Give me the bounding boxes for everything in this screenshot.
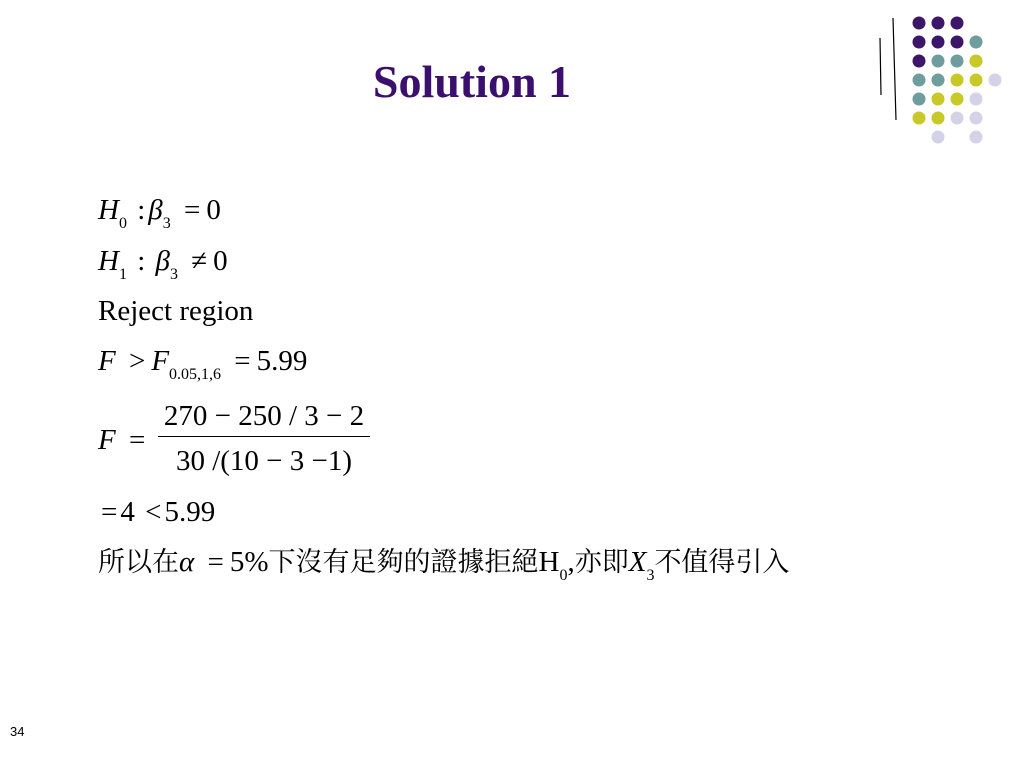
decor-dot xyxy=(951,36,964,49)
decor-dot xyxy=(970,36,983,49)
result-equals: = xyxy=(101,496,118,528)
conclusion-h-symbol: H xyxy=(538,546,560,578)
decor-dot xyxy=(932,17,945,30)
h1-beta: β xyxy=(155,245,170,277)
result-critical: 5.99 xyxy=(164,496,216,528)
critical-value-line xyxy=(98,343,307,393)
result-value: 4 xyxy=(120,496,135,528)
h1-not-equals: ≠ xyxy=(191,245,208,277)
x-symbol: X xyxy=(628,546,647,578)
critical-value: 5.99 xyxy=(256,345,308,377)
alpha-symbol: α xyxy=(179,546,195,578)
decor-dot xyxy=(913,17,926,30)
conclusion-text-3: 亦即 xyxy=(574,547,629,578)
page-number: 34 xyxy=(10,724,25,739)
h0-beta: β xyxy=(148,194,163,226)
f-statistic-lhs xyxy=(98,422,151,458)
conclusion-text-1: 所以在 xyxy=(98,547,179,578)
conclusion-h-subscript: 0 xyxy=(559,567,568,584)
less-than: < xyxy=(145,496,162,528)
h1-value: 0 xyxy=(213,245,228,277)
decor-dot xyxy=(932,112,945,125)
h0-symbol: H xyxy=(98,194,119,226)
conclusion-text-2: 下沒有足夠的證據拒絕 xyxy=(268,547,539,578)
f-symbol: F xyxy=(98,345,116,377)
decor-dot xyxy=(989,74,1002,87)
f-stat-symbol: F xyxy=(98,424,116,456)
f-statistic-fraction xyxy=(158,398,370,479)
h0-value: 0 xyxy=(206,194,221,226)
decor-dot xyxy=(951,55,964,68)
decor-dot xyxy=(951,112,964,125)
conclusion-line xyxy=(98,544,789,594)
conclusion-text-4: 不值得引入 xyxy=(654,547,790,578)
decor-dot xyxy=(970,55,983,68)
h0-beta-subscript: 3 xyxy=(162,215,171,232)
critical-equals: = xyxy=(234,345,251,377)
decor-dot xyxy=(913,36,926,49)
alpha-value: 5% xyxy=(229,546,269,578)
decor-dot xyxy=(970,93,983,106)
decor-dot xyxy=(951,93,964,106)
greater-than: > xyxy=(128,345,146,377)
decor-dot xyxy=(913,112,926,125)
h0-equals: = xyxy=(183,194,201,226)
decor-dot xyxy=(951,17,964,30)
decor-dot xyxy=(932,36,945,49)
decor-dot xyxy=(970,74,983,87)
h1-colon: : xyxy=(137,245,146,277)
decor-dot xyxy=(970,131,983,144)
fraction-bar xyxy=(158,436,370,437)
fraction-numerator: 270 − 250 / 3 − 2 xyxy=(163,400,365,432)
hypothesis-null xyxy=(98,192,221,242)
h0-subscript: 0 xyxy=(118,215,127,232)
fraction-denominator: 30 /(10 − 3 −1) xyxy=(175,445,353,477)
x-subscript: 3 xyxy=(646,567,655,584)
h1-symbol: H xyxy=(98,245,119,277)
alpha-equals: = xyxy=(207,546,224,578)
reject-region-label: Reject region xyxy=(98,295,254,327)
result-line xyxy=(98,494,215,530)
hypothesis-alternative xyxy=(98,243,228,293)
h0-colon: : xyxy=(137,194,146,226)
f-stat-equals: = xyxy=(128,424,146,456)
decor-dot xyxy=(932,131,945,144)
conclusion-comma: , xyxy=(567,546,575,578)
decor-dot xyxy=(970,112,983,125)
h1-subscript: 1 xyxy=(118,266,127,283)
f-critical-symbol: F xyxy=(151,345,170,377)
h1-beta-subscript: 3 xyxy=(169,266,178,283)
slide-title: Solution 1 xyxy=(372,56,572,107)
f-critical-subscript: 0.05,1,6 xyxy=(169,366,222,383)
decor-dot xyxy=(951,74,964,87)
